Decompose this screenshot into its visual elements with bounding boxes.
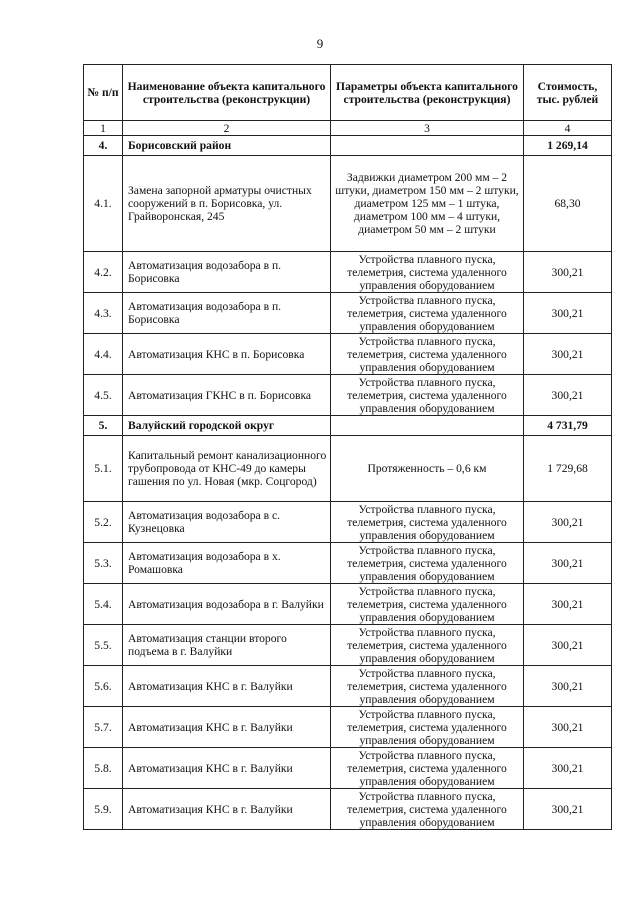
table-row	[84, 252, 612, 293]
object-params: Устройства плавного пуска, телеметрия, система удаленного управления оборудованием	[331, 707, 524, 748]
header-params: Параметры объекта капитального строительства (реконструкция)	[331, 65, 524, 121]
object-params: Устройства плавного пуска, телеметрия, система удаленного управления оборудованием	[331, 502, 524, 543]
header-num: № п/п	[84, 65, 123, 121]
object-name: Борисовский район	[123, 136, 331, 156]
object-params: Устройства плавного пуска, телеметрия, система удаленного управления оборудованием	[331, 334, 524, 375]
object-name: Автоматизация ГКНС в п. Борисовка	[123, 375, 331, 416]
table-row	[84, 293, 612, 334]
object-params: Устройства плавного пуска, телеметрия, система удаленного управления оборудованием	[331, 748, 524, 789]
object-name: Автоматизация КНС в г. Валуйки	[123, 666, 331, 707]
index-cell: 4	[524, 121, 612, 136]
object-name: Автоматизация водозабора в г. Валуйки	[123, 584, 331, 625]
table-row	[84, 707, 612, 748]
row-number: 5.9.	[84, 789, 123, 830]
object-cost: 300,21	[524, 334, 612, 375]
object-params: Устройства плавного пуска, телеметрия, система удаленного управления оборудованием	[331, 584, 524, 625]
object-params: Задвижки диаметром 200 мм – 2 штуки, диаметром 150 мм – 2 штуки, диаметром 125 мм – 1 штука, диаметром 100 мм – 4 штуки, диаметром 50 мм – 2 штуки	[331, 156, 524, 252]
object-cost: 300,21	[524, 748, 612, 789]
row-number: 5.	[84, 416, 123, 436]
row-number: 4.	[84, 136, 123, 156]
object-name: Капитальный ремонт канализационного трубопровода от КНС-49 до камеры гашения по ул. Новая (мкр. Соцгород)	[123, 436, 331, 502]
object-name: Автоматизация КНС в п. Борисовка	[123, 334, 331, 375]
object-params: Устройства плавного пуска, телеметрия, система удаленного управления оборудованием	[331, 375, 524, 416]
section-row	[84, 136, 612, 156]
object-name: Замена запорной арматуры очистных сооружений в п. Борисовка, ул. Грайворонская, 245	[123, 156, 331, 252]
object-cost: 300,21	[524, 625, 612, 666]
object-name: Автоматизация водозабора в с. Кузнецовка	[123, 502, 331, 543]
table-row	[84, 156, 612, 252]
row-number: 5.4.	[84, 584, 123, 625]
table-row	[84, 748, 612, 789]
object-name: Автоматизация КНС в г. Валуйки	[123, 789, 331, 830]
table-row	[84, 502, 612, 543]
row-number: 5.2.	[84, 502, 123, 543]
object-params: Протяженность – 0,6 км	[331, 436, 524, 502]
object-cost: 300,21	[524, 502, 612, 543]
row-number: 4.4.	[84, 334, 123, 375]
table-row	[84, 436, 612, 502]
table-row	[84, 666, 612, 707]
object-params	[331, 416, 524, 436]
row-number: 4.1.	[84, 156, 123, 252]
object-params: Устройства плавного пуска, телеметрия, система удаленного управления оборудованием	[331, 666, 524, 707]
row-number: 5.6.	[84, 666, 123, 707]
object-cost: 1 269,14	[524, 136, 612, 156]
table-row	[84, 625, 612, 666]
row-number: 5.7.	[84, 707, 123, 748]
section-row	[84, 416, 612, 436]
object-params: Устройства плавного пуска, телеметрия, система удаленного управления оборудованием	[331, 543, 524, 584]
object-name: Автоматизация водозабора в х. Ромашовка	[123, 543, 331, 584]
page-number: 9	[316, 36, 324, 51]
table-row	[84, 789, 612, 830]
object-cost: 300,21	[524, 375, 612, 416]
header-cost: Стоимость, тыс. рублей	[524, 65, 612, 121]
index-cell: 2	[123, 121, 331, 136]
index-cell: 1	[84, 121, 123, 136]
object-cost: 300,21	[524, 707, 612, 748]
capital-construction-table	[83, 64, 612, 830]
object-name: Автоматизация станции второго подъема в г. Валуйки	[123, 625, 331, 666]
row-number: 5.8.	[84, 748, 123, 789]
table-row	[84, 375, 612, 416]
row-number: 5.3.	[84, 543, 123, 584]
object-params: Устройства плавного пуска, телеметрия, система удаленного управления оборудованием	[331, 789, 524, 830]
column-index-row	[84, 121, 612, 136]
object-name: Автоматизация водозабора в п. Борисовка	[123, 252, 331, 293]
row-number: 4.2.	[84, 252, 123, 293]
object-cost: 300,21	[524, 666, 612, 707]
object-cost: 300,21	[524, 584, 612, 625]
object-params: Устройства плавного пуска, телеметрия, система удаленного управления оборудованием	[331, 252, 524, 293]
table-body	[84, 136, 612, 830]
object-name: Автоматизация КНС в г. Валуйки	[123, 707, 331, 748]
row-number: 5.1.	[84, 436, 123, 502]
object-name: Автоматизация водозабора в п. Борисовка	[123, 293, 331, 334]
object-params: Устройства плавного пуска, телеметрия, система удаленного управления оборудованием	[331, 625, 524, 666]
table-row	[84, 543, 612, 584]
index-cell: 3	[331, 121, 524, 136]
object-params: Устройства плавного пуска, телеметрия, система удаленного управления оборудованием	[331, 293, 524, 334]
object-name: Валуйский городской округ	[123, 416, 331, 436]
object-cost: 300,21	[524, 293, 612, 334]
table-row	[84, 334, 612, 375]
object-cost: 1 729,68	[524, 436, 612, 502]
object-cost: 300,21	[524, 543, 612, 584]
object-cost: 4 731,79	[524, 416, 612, 436]
object-cost: 68,30	[524, 156, 612, 252]
object-name: Автоматизация КНС в г. Валуйки	[123, 748, 331, 789]
row-number: 4.5.	[84, 375, 123, 416]
row-number: 4.3.	[84, 293, 123, 334]
object-cost: 300,21	[524, 789, 612, 830]
object-cost: 300,21	[524, 252, 612, 293]
object-params	[331, 136, 524, 156]
table-row	[84, 584, 612, 625]
row-number: 5.5.	[84, 625, 123, 666]
header-name: Наименование объекта капитального строительства (реконструкции)	[123, 65, 331, 121]
table-header-row	[84, 65, 612, 121]
